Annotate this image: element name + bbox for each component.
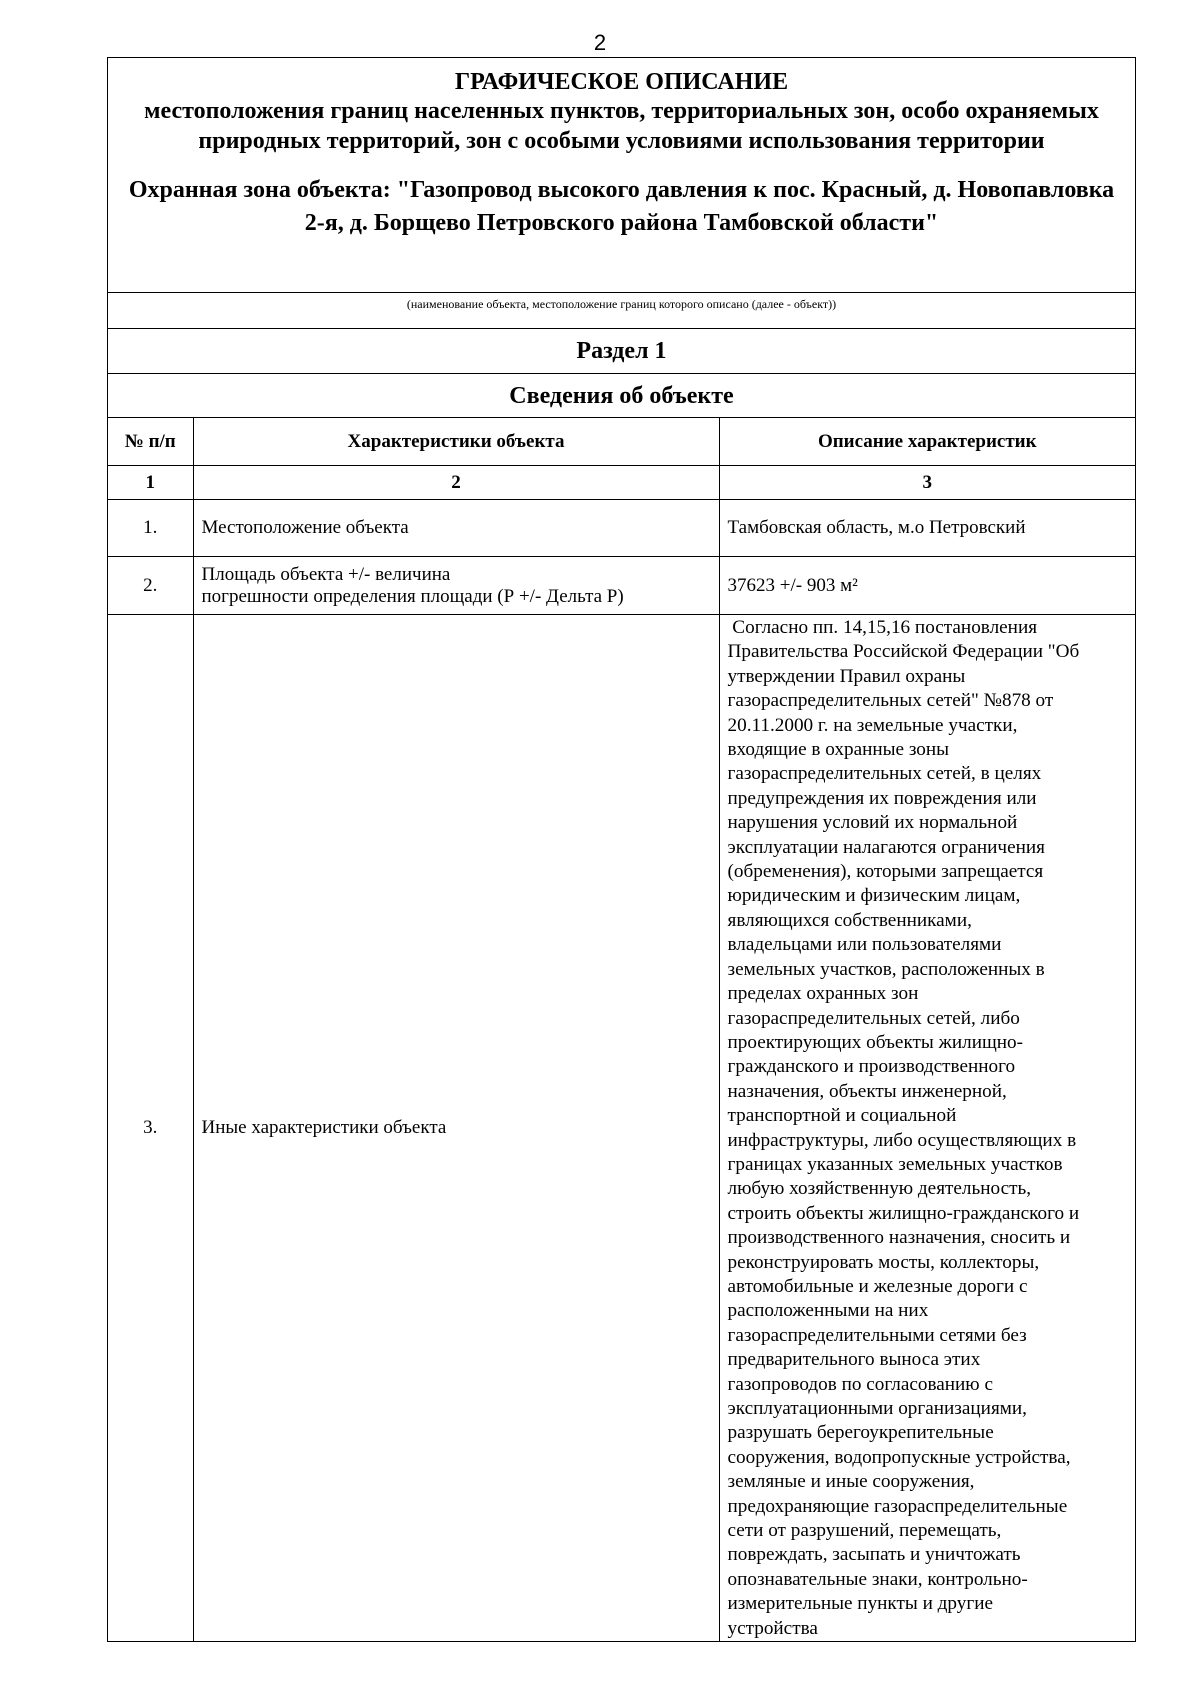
row-characteristic: Иные характеристики объекта xyxy=(193,615,719,1642)
column-header: Характеристики объекта xyxy=(193,418,719,466)
restrictions-text-line: границах указанных земельных участков xyxy=(727,1153,1063,1175)
column-number: 1 xyxy=(108,466,193,500)
restrictions-text-line: автомобильные и железные дороги с xyxy=(727,1275,1028,1297)
restrictions-text-line: владельцами или пользователями xyxy=(727,934,1002,956)
restrictions-text-line: (обременения), которыми запрещается xyxy=(727,861,1044,883)
restrictions-text-line: газораспределительных сетей, в целях xyxy=(727,763,1042,785)
restrictions-text-line: газораспределительными сетями без xyxy=(727,1324,1027,1346)
restrictions-text-line: назначения, объекты инженерной, xyxy=(727,1080,1007,1102)
restrictions-text-line: любую хозяйственную деятельность, xyxy=(727,1178,1032,1200)
restrictions-text-line: предварительного выноса этих xyxy=(727,1349,981,1371)
row-characteristic xyxy=(193,557,719,615)
object-name-caption: (наименование объекта, местоположение границ которого описано (далее - объект)) xyxy=(108,292,1135,328)
restrictions-text-line: Правительства Российской Федерации "Об xyxy=(727,641,1080,663)
column-number-row xyxy=(108,466,1135,500)
column-header: Описание характеристик xyxy=(719,418,1135,466)
restrictions-text-line: являющихся собственниками, xyxy=(727,909,972,931)
restrictions-text-line: земельных участков, расположенных в xyxy=(727,958,1045,980)
restrictions-text-line: гражданского и производственного xyxy=(727,1056,1016,1078)
restrictions-text-line: газораспределительных сетей, либо xyxy=(727,1007,1020,1029)
restrictions-text xyxy=(728,616,1130,1641)
column-number: 2 xyxy=(193,466,719,500)
table-row xyxy=(108,615,1135,1642)
restrictions-text-line: пределах охранных зон xyxy=(727,983,919,1005)
restrictions-text-line: сооружения, водопропускные устройства, xyxy=(727,1446,1071,1468)
column-header: № п/п xyxy=(108,418,193,466)
restrictions-text-line: производственного назначения, сносить и xyxy=(727,1227,1071,1249)
restrictions-text-line: утверждении Правил охраны xyxy=(727,665,966,687)
table-row xyxy=(108,500,1135,557)
row-characteristic: Местоположение объекта xyxy=(193,500,719,557)
restrictions-text-line: измерительные пункты и другие xyxy=(727,1593,993,1615)
restrictions-text-line: эксплуатационными организациями, xyxy=(727,1398,1027,1419)
restrictions-text-line: нарушения условий их нормальной xyxy=(727,812,1018,834)
object-info-table xyxy=(108,417,1135,1641)
section-subtitle: Сведения об объекте xyxy=(108,373,1135,417)
restrictions-text-line: газопроводов по согласованию с xyxy=(727,1373,993,1395)
document-frame xyxy=(107,57,1136,1642)
document-title: ГРАФИЧЕСКОЕ ОПИСАНИЕ xyxy=(454,69,789,95)
restrictions-text-line: сети от разрушений, перемещать, xyxy=(727,1520,1002,1542)
restrictions-text-line: входящие в охранные зоны xyxy=(727,739,950,761)
restrictions-text-line: опознавательные знаки, контрольно- xyxy=(727,1568,1028,1590)
row-description: 37623 +/- 903 м² xyxy=(719,557,1135,615)
restrictions-text-line: предохраняющие газораспределительные xyxy=(727,1495,1068,1517)
restrictions-text-line: проектирующих объекты жилищно- xyxy=(727,1031,1023,1053)
document-subtitle: местоположения границ населенных пунктов, территориальных зон, особо охраняемых природных территорий, зон с особыми условиями использования территории xyxy=(144,98,1099,154)
restrictions-text-line: инфраструктуры, либо осуществляющих в xyxy=(727,1129,1077,1151)
row-description: Тамбовская область, м.о Петровский xyxy=(719,500,1135,557)
restrictions-text-line: расположенными на них xyxy=(727,1300,929,1322)
restrictions-text-line: 20.11.2000 г. на земельные участки, xyxy=(727,714,1018,736)
restrictions-text-line: повреждать, засыпать и уничтожать xyxy=(727,1544,1021,1566)
restrictions-text-line: эксплуатации налагаются ограничения xyxy=(727,836,1045,858)
row-description xyxy=(719,615,1135,1642)
row-characteristic-line: Площадь объекта +/- величина xyxy=(201,563,451,585)
restrictions-text-line: земляные и иные сооружения, xyxy=(727,1471,975,1493)
section-title: Раздел 1 xyxy=(108,328,1135,373)
row-number: 3. xyxy=(108,615,193,1642)
restrictions-text-line: устройства xyxy=(727,1617,818,1639)
restrictions-text-line: юридическим и физическим лицам, xyxy=(727,885,1021,907)
restrictions-text-line: транспортной и социальной xyxy=(727,1105,957,1127)
restrictions-text-line: предупреждения их повреждения или xyxy=(727,787,1037,809)
table-row xyxy=(108,557,1135,615)
restrictions-text-line: разрушать берегоукрепительные xyxy=(727,1422,994,1444)
restrictions-text-line: Согласно пп. 14,15,16 постановления xyxy=(727,617,1038,638)
object-name: Охранная зона объекта: "Газопровод высокого давления к пос. Красный, д. Новопавловка 2-я, д. Борщево Петровского района Тамбовской области" xyxy=(128,177,1115,236)
page-number: 2 xyxy=(593,30,607,55)
table-header-row xyxy=(108,418,1135,466)
column-number: 3 xyxy=(719,466,1135,500)
title-block xyxy=(108,58,1135,292)
restrictions-text-line: реконструировать мосты, коллекторы, xyxy=(727,1251,1040,1273)
restrictions-text-line: газораспределительных сетей" №878 от xyxy=(727,690,1054,712)
restrictions-text-line: строить объекты жилищно-гражданского и xyxy=(727,1202,1080,1224)
row-number: 1. xyxy=(108,500,193,557)
row-characteristic-line: погрешности определения площади (Р +/- Дельта Р) xyxy=(201,585,624,607)
row-number: 2. xyxy=(108,557,193,615)
